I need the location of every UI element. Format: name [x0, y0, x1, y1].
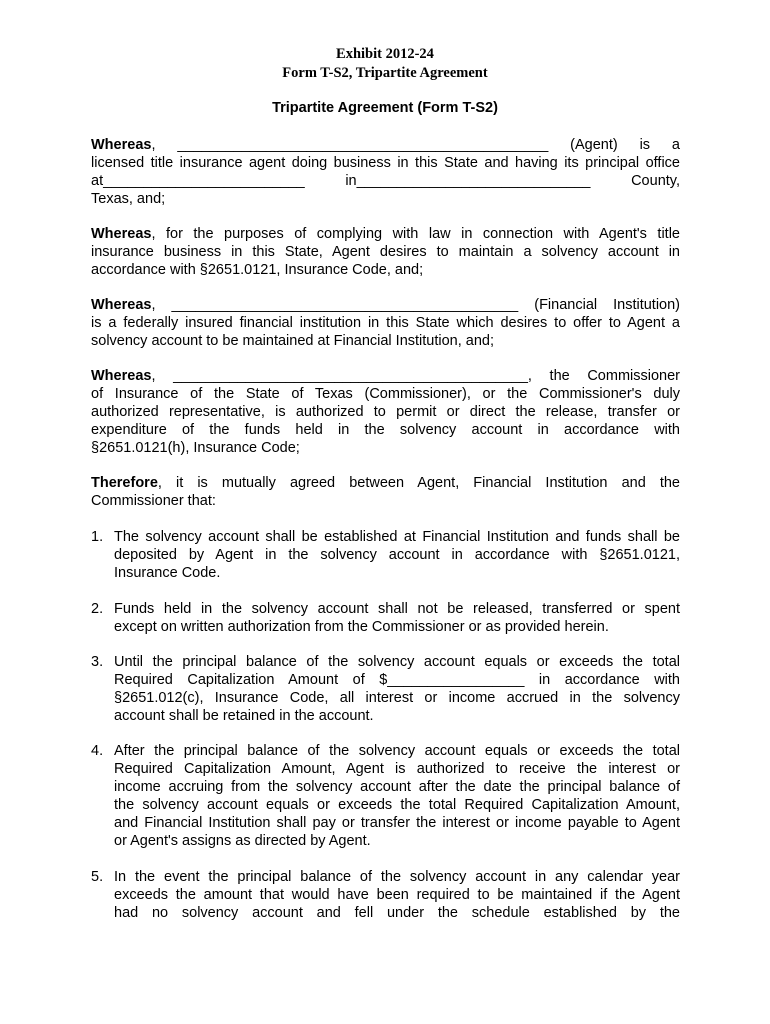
paragraph-text: , ______________________________________________ (Agent) is a	[151, 137, 680, 153]
item-line: Required Capitalization Amount of $_________________ in accordance with	[114, 672, 680, 688]
list-item	[114, 653, 680, 725]
item-line: Until the principal balance of the solvency account equals or exceeds the total	[114, 654, 680, 670]
whereas-label: Whereas	[91, 137, 152, 153]
paragraph-line: of Insurance of the State of Texas (Commissioner), or the Commissioner's duly	[91, 386, 680, 402]
therefore-label: Therefore	[91, 475, 158, 491]
paragraph-line	[91, 136, 680, 154]
list-item	[114, 742, 680, 850]
whereas-label: Whereas	[91, 226, 152, 242]
item-line: except on written authorization from the Commissioner or as provided herein.	[114, 619, 609, 635]
item-line: or Agent's assigns as directed by Agent.	[114, 833, 371, 849]
paragraph-line: authorized representative, is authorized to permit or direct the release, transfer or	[91, 404, 680, 420]
paragraph-line: is a federally insured financial institution in this State which desires to offer to Agent a	[91, 315, 680, 331]
whereas-agent-paragraph	[91, 136, 680, 208]
item-line: had no solvency account and fell under the schedule established by the	[114, 905, 680, 921]
item-line: Required Capitalization Amount, Agent is authorized to receive the interest or	[114, 761, 680, 777]
therefore-paragraph	[91, 474, 680, 510]
item-number: 1.	[91, 529, 104, 545]
whereas-label: Whereas	[91, 297, 152, 313]
paragraph-line: at_________________________ in_____________________________ County,	[91, 173, 680, 189]
item-number: 2.	[91, 601, 104, 617]
paragraph-line	[91, 296, 680, 314]
paragraph-line	[91, 367, 680, 385]
paragraph-text: , ___________________________________________ (Financial Institution)	[151, 297, 680, 313]
list-item	[114, 868, 680, 922]
item-line: and Financial Institution shall pay or transfer the interest or income payable to Agent	[114, 815, 680, 831]
item-line: the solvency account equals or exceeds the total Required Capitalization Amount,	[114, 797, 680, 813]
list-item	[114, 600, 680, 636]
whereas-financial-institution-paragraph	[91, 296, 680, 350]
paragraph-text: , it is mutually agreed between Agent, Financial Institution and the	[157, 475, 680, 491]
paragraph-line	[91, 225, 680, 243]
item-line: account shall be retained in the account.	[114, 708, 374, 724]
item-line: deposited by Agent in the solvency account in accordance with §2651.0121,	[114, 547, 680, 563]
paragraph-line: licensed title insurance agent doing business in this State and having its principal office	[91, 155, 680, 171]
whereas-label: Whereas	[91, 368, 152, 384]
paragraph-text: , ____________________________________________, the Commissioner	[151, 368, 680, 384]
item-number: 5.	[91, 869, 104, 885]
whereas-purpose-paragraph	[91, 225, 680, 279]
item-number: 4.	[91, 743, 104, 759]
form-heading: Form T-S2, Tripartite Agreement	[282, 65, 488, 81]
item-line: §2651.012(c), Insurance Code, all interest or income accrued in the solvency	[114, 690, 680, 706]
item-line: Funds held in the solvency account shall not be released, transferred or spent	[114, 601, 680, 617]
document-title: Tripartite Agreement (Form T-S2)	[272, 100, 498, 116]
item-line: After the principal balance of the solvency account equals or exceeds the total	[114, 743, 680, 759]
item-line: In the event the principal balance of the solvency account in any calendar year	[114, 869, 680, 885]
paragraph-line: insurance business in this State, Agent desires to maintain a solvency account in	[91, 244, 680, 260]
paragraph-line: Texas, and;	[91, 191, 166, 207]
item-line: exceeds the amount that would have been required to be maintained if the Agent	[114, 887, 680, 903]
list-item	[114, 528, 680, 582]
paragraph-line: §2651.0121(h), Insurance Code;	[91, 440, 300, 456]
item-line: income accruing from the solvency account after the date the principal balance of	[114, 779, 680, 795]
item-number: 3.	[91, 654, 104, 670]
item-line: Insurance Code.	[114, 565, 221, 581]
whereas-commissioner-paragraph	[91, 367, 680, 457]
paragraph-line: accordance with §2651.0121, Insurance Code, and;	[91, 262, 424, 278]
paragraph-line	[91, 474, 680, 492]
paragraph-text: , for the purposes of complying with law in connection with Agent's title	[151, 226, 680, 242]
item-line: The solvency account shall be established at Financial Institution and funds shall be	[114, 529, 680, 545]
exhibit-heading: Exhibit 2012-24	[336, 46, 434, 62]
paragraph-line: expenditure of the funds held in the solvency account in accordance with	[91, 422, 680, 438]
paragraph-line: Commissioner that:	[91, 493, 216, 509]
paragraph-line: solvency account to be maintained at Financial Institution, and;	[91, 333, 495, 349]
